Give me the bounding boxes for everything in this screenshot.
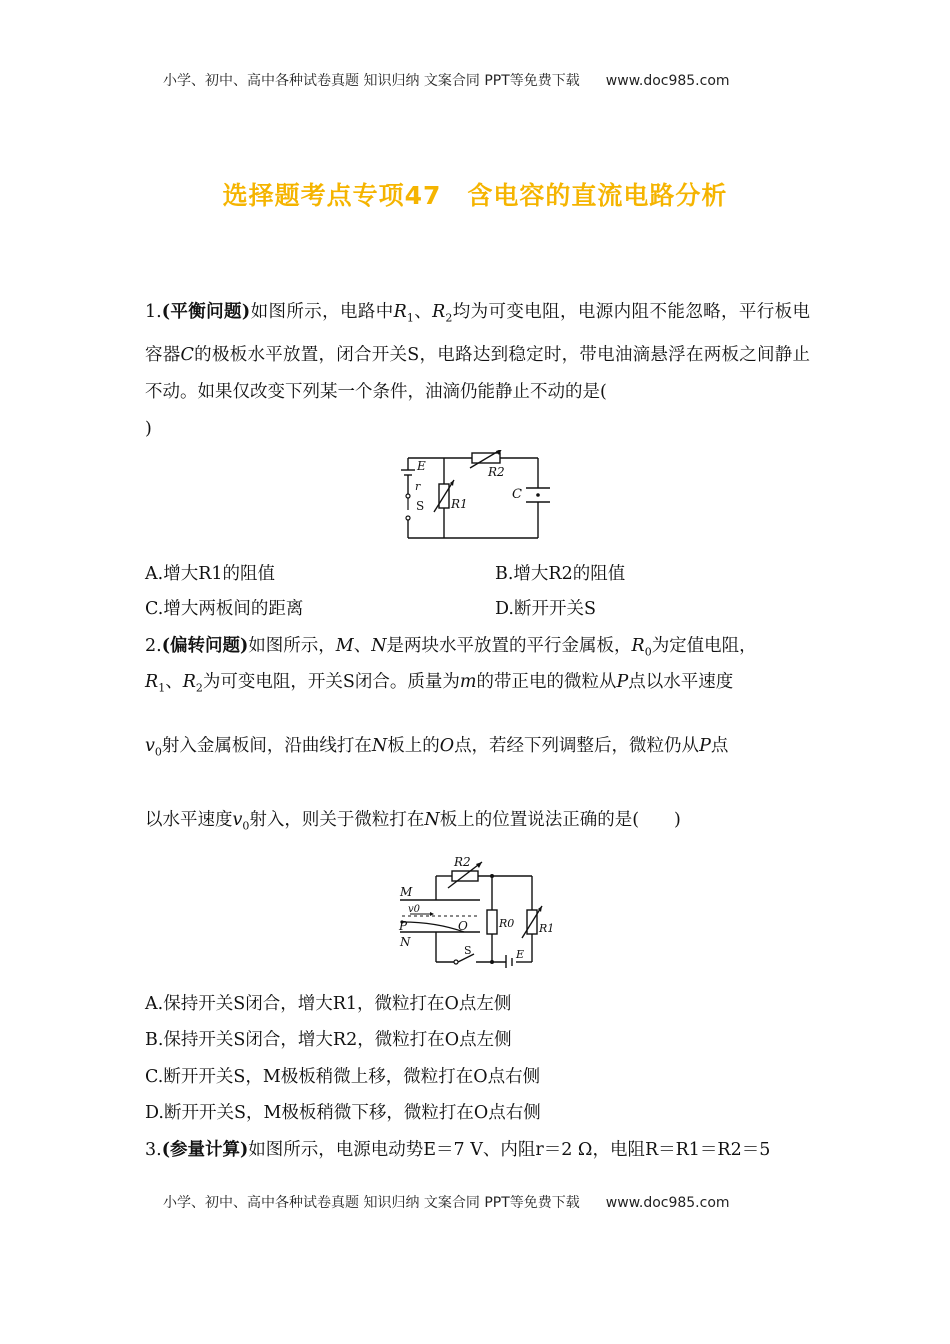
label-M: M [400,885,413,899]
q2-option-c[interactable]: C.断开开关S，M极板稍微上移，微粒打在O点右侧 [145,1067,541,1087]
q2-option-a[interactable]: A.保持开关S闭合，增大R1，微粒打在O点左侧 [145,994,512,1014]
footer-url[interactable]: www.doc985.com [605,1195,730,1211]
q2-number: 2. [145,636,162,656]
q1-tag: (平衡问题) [161,302,251,322]
question-3-line-1 [145,1136,770,1161]
label-P: P [399,919,408,933]
question-2-line-2: $R_1$、$R_2$为可变电阻，开关S闭合。质量为m的带正电的微粒从P点以水平速度 [145,672,734,695]
question-2-line-4: 以水平速度$v_0$射入，则关于微粒打在N板上的位置说法正确的是( ) [145,810,681,833]
particle-trajectory [402,922,464,932]
q3-text: 如图所示，电源电动势E＝7 V、内阻r＝2 Ω，电阻R＝R1＝R2＝5 [248,1140,771,1160]
page-header [163,70,730,90]
label-N: N [400,935,411,949]
label-C: C [512,487,522,502]
q1-option-c[interactable]: C.增大两板间的距离 [145,599,304,619]
resistor-r2 [452,871,478,881]
question-2-line-1: 2.(偏转问题)如图所示，M、N是两块水平放置的平行金属板，$R_0$为定值电阻， [145,636,757,659]
question-2-line-3: $v_0$射入金属板间，沿曲线打在N板上的O点，若经下列调整后，微粒仍从P点 [145,736,729,759]
q1-number: 1. [145,302,162,322]
q1-option-d[interactable]: D.断开开关S [495,599,596,619]
label-v0: v0 [408,904,421,915]
header-text: 小学、初中、高中各种试卷真题 知识归纳 文案合同 PPT等免费下载 [163,73,580,89]
switch-contact [454,960,458,964]
resistor-r0 [487,910,497,934]
q2-tag: (偏转问题) [161,636,249,656]
switch-contact-bottom [406,516,410,520]
label-R2: R2 [454,855,471,869]
label-R1: R1 [539,922,555,935]
page-footer [163,1192,730,1212]
label-R1: R1 [451,497,468,511]
switch-contact-top [406,494,410,498]
q3-number: 3. [145,1140,162,1160]
label-R2: R2 [488,465,505,479]
header-url[interactable]: www.doc985.com [605,73,730,89]
q2-option-b[interactable]: B.保持开关S闭合，增大R2，微粒打在O点左侧 [145,1030,512,1050]
label-r: r [415,480,421,493]
footer-text: 小学、初中、高中各种试卷真题 知识归纳 文案合同 PPT等免费下载 [163,1195,580,1211]
question-1-stem: 1.(平衡问题)如图所示，电路中$R_1$、$R_2$均为可变电阻，电源内阻不能忽略，平行板电容器C的极板水平放置，闭合开关S，电路达到稳定时，带电油滴悬浮在两板之间静止不动。如果仅改变下列某一个条件，油滴仍能静止不动的是( ) [145,302,811,439]
circuit-diagram-2 [396,854,558,968]
q3-tag: (参量计算) [161,1140,249,1160]
circuit-diagram-1 [398,450,558,546]
oil-drop [536,493,540,497]
label-S: S [416,499,425,513]
label-E: E [417,459,426,473]
label-R0: R0 [499,917,515,930]
label-S: S [464,944,472,957]
q2-option-d[interactable]: D.断开开关S，M极板稍微下移，微粒打在O点右侧 [145,1103,541,1123]
arrow-r2 [476,862,482,868]
page-title: 选择题考点专项47 含电容的直流电路分析 [222,181,728,210]
q1-option-b[interactable]: B.增大R2的阻值 [495,564,626,584]
q1-option-a[interactable]: A.增大R1的阻值 [145,564,276,584]
label-O: O [458,919,468,933]
label-E: E [516,948,525,961]
